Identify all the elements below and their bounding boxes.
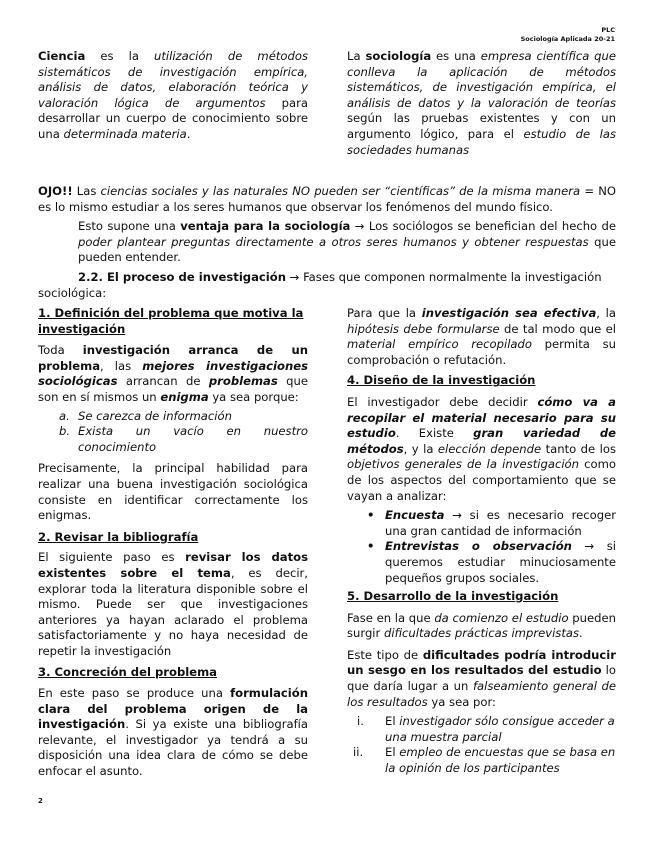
list-item: a. Se carezca de información — [59, 408, 232, 423]
section-5-title: 5. Desarrollo de la investigación — [347, 589, 559, 604]
section-5-paragraph-2: Este tipo de dificultades podría introducir un sesgo en los resultados del estudio lo que daría lugar a un falseamiento general de los resultados ya sea por: — [347, 647, 617, 709]
sociologia-definition: La sociología es una empresa científica que conlleva la aplicación de métodos sistemáticos, de investigación empírica, el análisis de datos y la valoración de teorías según las pruebas existentes y con un argumento lógico, para el estudio de las sociedades humanas — [347, 49, 617, 157]
section-2-paragraph: El siguiente paso es revisar los datos existentes sobre el tema, es decir, explorar toda la literatura disponible sobre el mismo. Puede ser que investigaciones anteriores ya hayan aclarado el problema satisfactoriamente y no haya necesidad de repetir la investigación — [38, 550, 308, 658]
hipotesis-paragraph: Para que la investigación sea efectiva, la hipótesis debe formularse de tal modo que el material empírico recopilado permita su comprobación o refutación. — [347, 306, 617, 367]
ojo-note: OJO!! Las ciencias sociales y las naturales NO pueden ser “científicas” de la misma manera = NO es lo mismo estudiar a los seres humanos que observar los fenómenos del mundo físico. — [38, 184, 616, 214]
header-subject: Sociología Aplicada 20-21 — [520, 35, 615, 43]
list-item: b. Exista un vacío en nuestro conocimiento — [59, 424, 308, 454]
section-3-title: 3. Concreción del problema — [38, 665, 217, 680]
list-item: • Encuesta → si es necesario recoger una gran cantidad de información — [367, 508, 616, 538]
left-column — [38, 306, 308, 780]
list-item: ii. El empleo de encuestas que se basa en la opinión de los participantes — [353, 745, 616, 776]
section-2-title: 2. Revisar la bibliografía — [38, 529, 199, 544]
ventaja-paragraph: Esto supone una ventaja para la sociología → Los sociólogos se benefician del hecho de poder plantear preguntas directamente a otros seres humanos y obtener respuestas que pueden entender. — [78, 219, 616, 265]
section-1-paragraph: Toda investigación arranca de un problema, las mejores investigaciones sociológicas arrancan de problemas que son en sí mismos un enigma ya sea porque: — [38, 343, 308, 404]
ciencia-definition: Ciencia es la utilización de métodos sistemáticos de investigación empírica, análisis de datos, elaboración teórica y valoración lógica de argumentos para desarrollar un cuerpo de conocimiento sobre una determinada materia. — [38, 49, 308, 141]
section-3-paragraph: En este paso se produce una formulación clara del problema origen de la investigación. Si ya existe una bibliografía relevante, el investigador ya tendrá a su disposición una idea clara de cómo se debe enfocar el asunto. — [38, 686, 308, 779]
section-4-methods-list — [347, 508, 616, 586]
list-item: i. El investigador sólo consigue acceder a una muestra parcial — [357, 714, 615, 744]
proceso-heading: 2.2. El proceso de investigación → Fases que componen normalmente la investigación sociológica: — [38, 270, 602, 300]
header-author: PLC — [601, 26, 615, 34]
section-1-title: 1. Definición del problema que motiva la investigación — [38, 306, 304, 336]
page-header — [521, 26, 615, 44]
right-column — [347, 306, 616, 777]
list-item: • Entrevistas o observación → si queremos estudiar minuciosamente pequeños grupos sociales. — [367, 539, 616, 585]
section-1-list — [38, 409, 308, 456]
section-5-bias-list — [347, 714, 616, 776]
section-4-title: 4. Diseño de la investigación — [347, 373, 536, 388]
page-number: 2 — [38, 797, 43, 805]
section-5-paragraph-1: Fase en la que da comienzo el estudio pueden surgir dificultades prácticas imprevistas. — [347, 610, 616, 641]
section-4-paragraph: El investigador debe decidir cómo va a recopilar el material necesario para su estudio. Existe gran variedad de métodos, y la elección depende tanto de los objetivos generales de la investigación como de los aspectos del comportamiento que se vayan a analizar: — [347, 394, 616, 503]
section-1-conclusion: Precisamente, la principal habilidad para realizar una buena investigación sociológica consiste en identificar correctamente los enigmas. — [38, 461, 308, 523]
